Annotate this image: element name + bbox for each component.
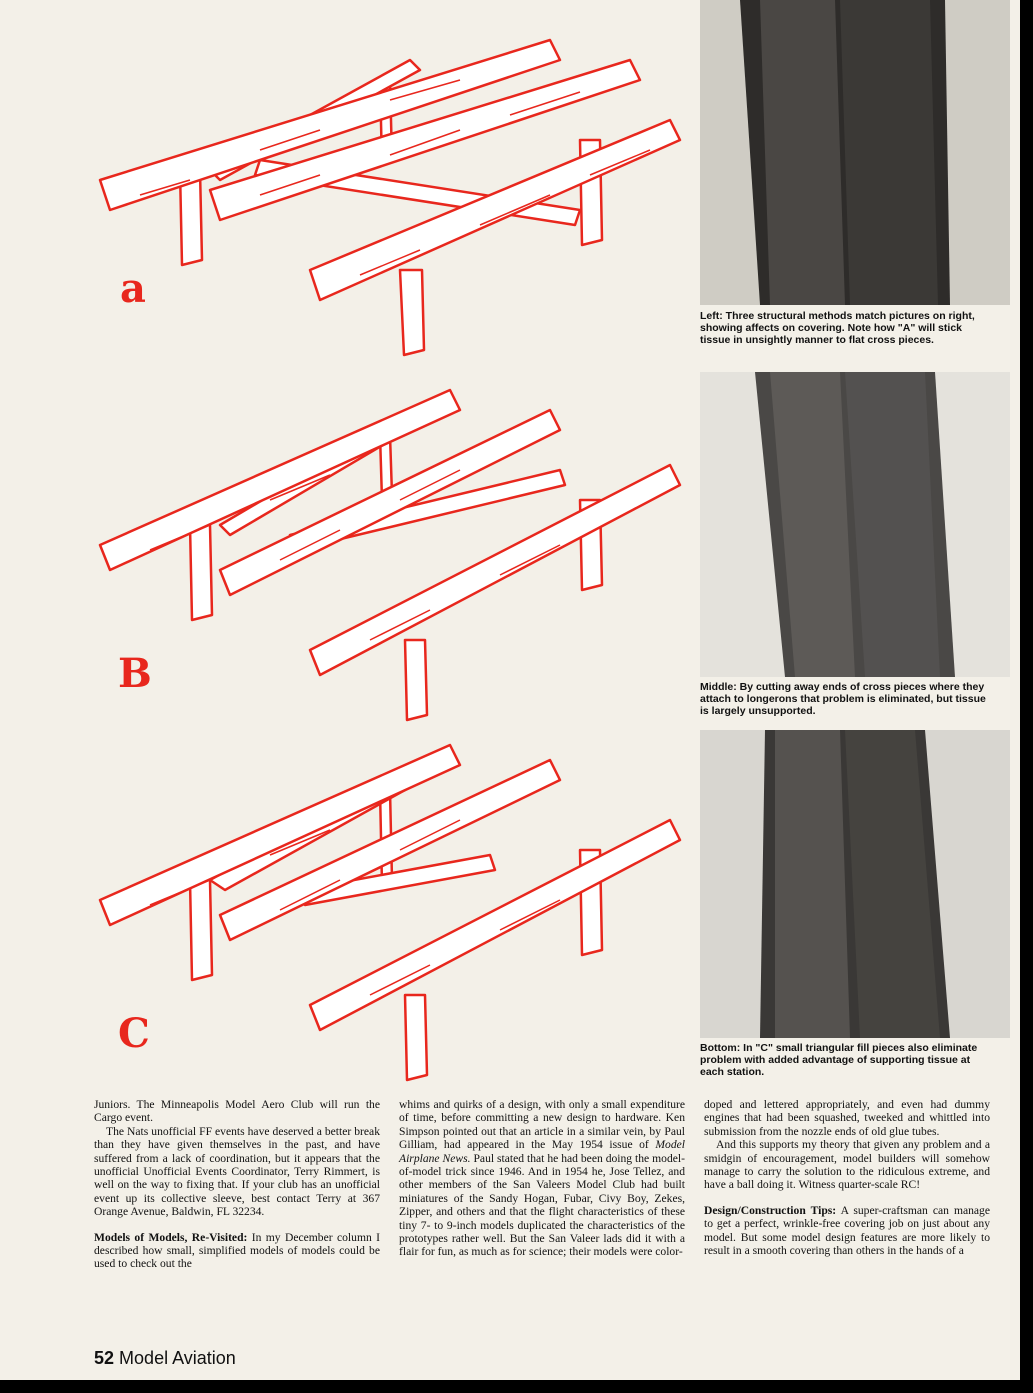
caption-middle-text: By cutting away ends of cross pieces where they attach to longerons that problem is eliminated, but tissue is largely unsupported. xyxy=(700,681,986,717)
magazine-name: Model Aviation xyxy=(119,1348,236,1368)
page-footer xyxy=(94,1348,236,1369)
col3-paragraph-1: doped and lettered appropriately, and even had dummy engines that had been squashed, tweeked and whittled into submission from the nozzle ends of old glue tubes. xyxy=(704,1098,990,1138)
structure-illustrations xyxy=(60,0,710,1090)
caption-bottom xyxy=(700,1042,992,1078)
article-column-2 xyxy=(399,1098,685,1259)
page-number: 52 xyxy=(94,1348,115,1368)
caption-middle xyxy=(700,681,992,717)
caption-left-text: Three structural methods match pictures on right, showing affects on covering. Note how "A" will stick tissue in unsightly manner to flat cross pieces. xyxy=(700,310,975,346)
photo-covering-a xyxy=(700,0,1010,305)
photo-covering-b xyxy=(700,372,1010,677)
caption-bottom-text: In "C" small triangular fill pieces also eliminate problem with added advantage of supporting tissue at each station. xyxy=(700,1042,978,1078)
figure-label-a: a xyxy=(120,265,146,312)
figure-label-c: C xyxy=(118,1010,150,1057)
section-head-design-tips: Design/Construction Tips: xyxy=(704,1203,837,1217)
figure-label-b: B xyxy=(118,650,152,697)
col2-paragraph-1a: whims and quirks of a design, with only a small expenditure of time, before committing a new design to hardware. Ken Simpson pointed out that an article in a similar vein, by Paul Gilliam, had appeared in the May 1954 issue of xyxy=(399,1098,685,1152)
caption-middle-lead: Middle: xyxy=(700,681,737,693)
caption-bottom-lead: Bottom: xyxy=(700,1042,741,1054)
magazine-title-model-airplane-news: Model Airplane News. xyxy=(399,1138,685,1165)
caption-left-lead: Left: xyxy=(700,310,723,322)
col1-paragraph-2: The Nats unofficial FF events have deserved a better break than they have given themselves in the past, and have suffered from a lack of coordination, but it appears that the unofficial Unofficial Events Coordinator, Terry Rimmert, is well on the way to fixing that. If your club has an unofficial event up its collective sleeve, best contact Terry at 367 Orange Avenue, Baldwin, FL 32234. xyxy=(94,1124,380,1219)
col1-paragraph-3 xyxy=(94,1231,380,1271)
col1-paragraph-1: Juniors. The Minneapolis Model Aero Club will run the Cargo event. xyxy=(94,1098,380,1125)
col3-paragraph-3 xyxy=(704,1204,990,1258)
article-column-1 xyxy=(94,1098,380,1271)
article-column-3 xyxy=(704,1098,990,1257)
structure-drawing-a xyxy=(60,20,710,370)
col2-paragraph-1 xyxy=(399,1098,685,1259)
col3-paragraph-3-text: A super-craftsman can manage to get a perfect, wrinkle-free covering job on just about any model. But some model design features are more likely to result in a smooth covering than others in the hands of a xyxy=(704,1203,991,1258)
col3-paragraph-2: And this supports my theory that given any problem and a smidgin of encouragement, model builders will somehow manage to carry the solution to the ridiculous extreme, and have a ball doing it. Witness quarter-scale RC! xyxy=(704,1138,990,1192)
col1-paragraph-3-text: In my December column I described how small, simplified models of models could be used to check out the xyxy=(94,1230,380,1271)
col2-paragraph-1b: Paul stated that he had been doing the model-of-model trick since 1946. And in 1954 he, Jose Tellez, and other members of the San Valeers Model Club had built miniatures of the Sandy Hogan, Fubar, Civy Boy, Zekes, Zipper, and others and that the flight characteristics of these tiny 7- to 9-inch models duplicated the characteristics of the prototypes rather well. But the San Valeer lads did it with a flair for fun, as much as for science; their models were color- xyxy=(399,1151,685,1259)
section-head-models-of-models: Models of Models, Re-Visited: xyxy=(94,1230,248,1244)
structure-drawing-b xyxy=(60,385,710,730)
caption-left xyxy=(700,310,992,346)
structure-drawing-c xyxy=(60,740,710,1085)
photo-covering-c xyxy=(700,730,1010,1038)
